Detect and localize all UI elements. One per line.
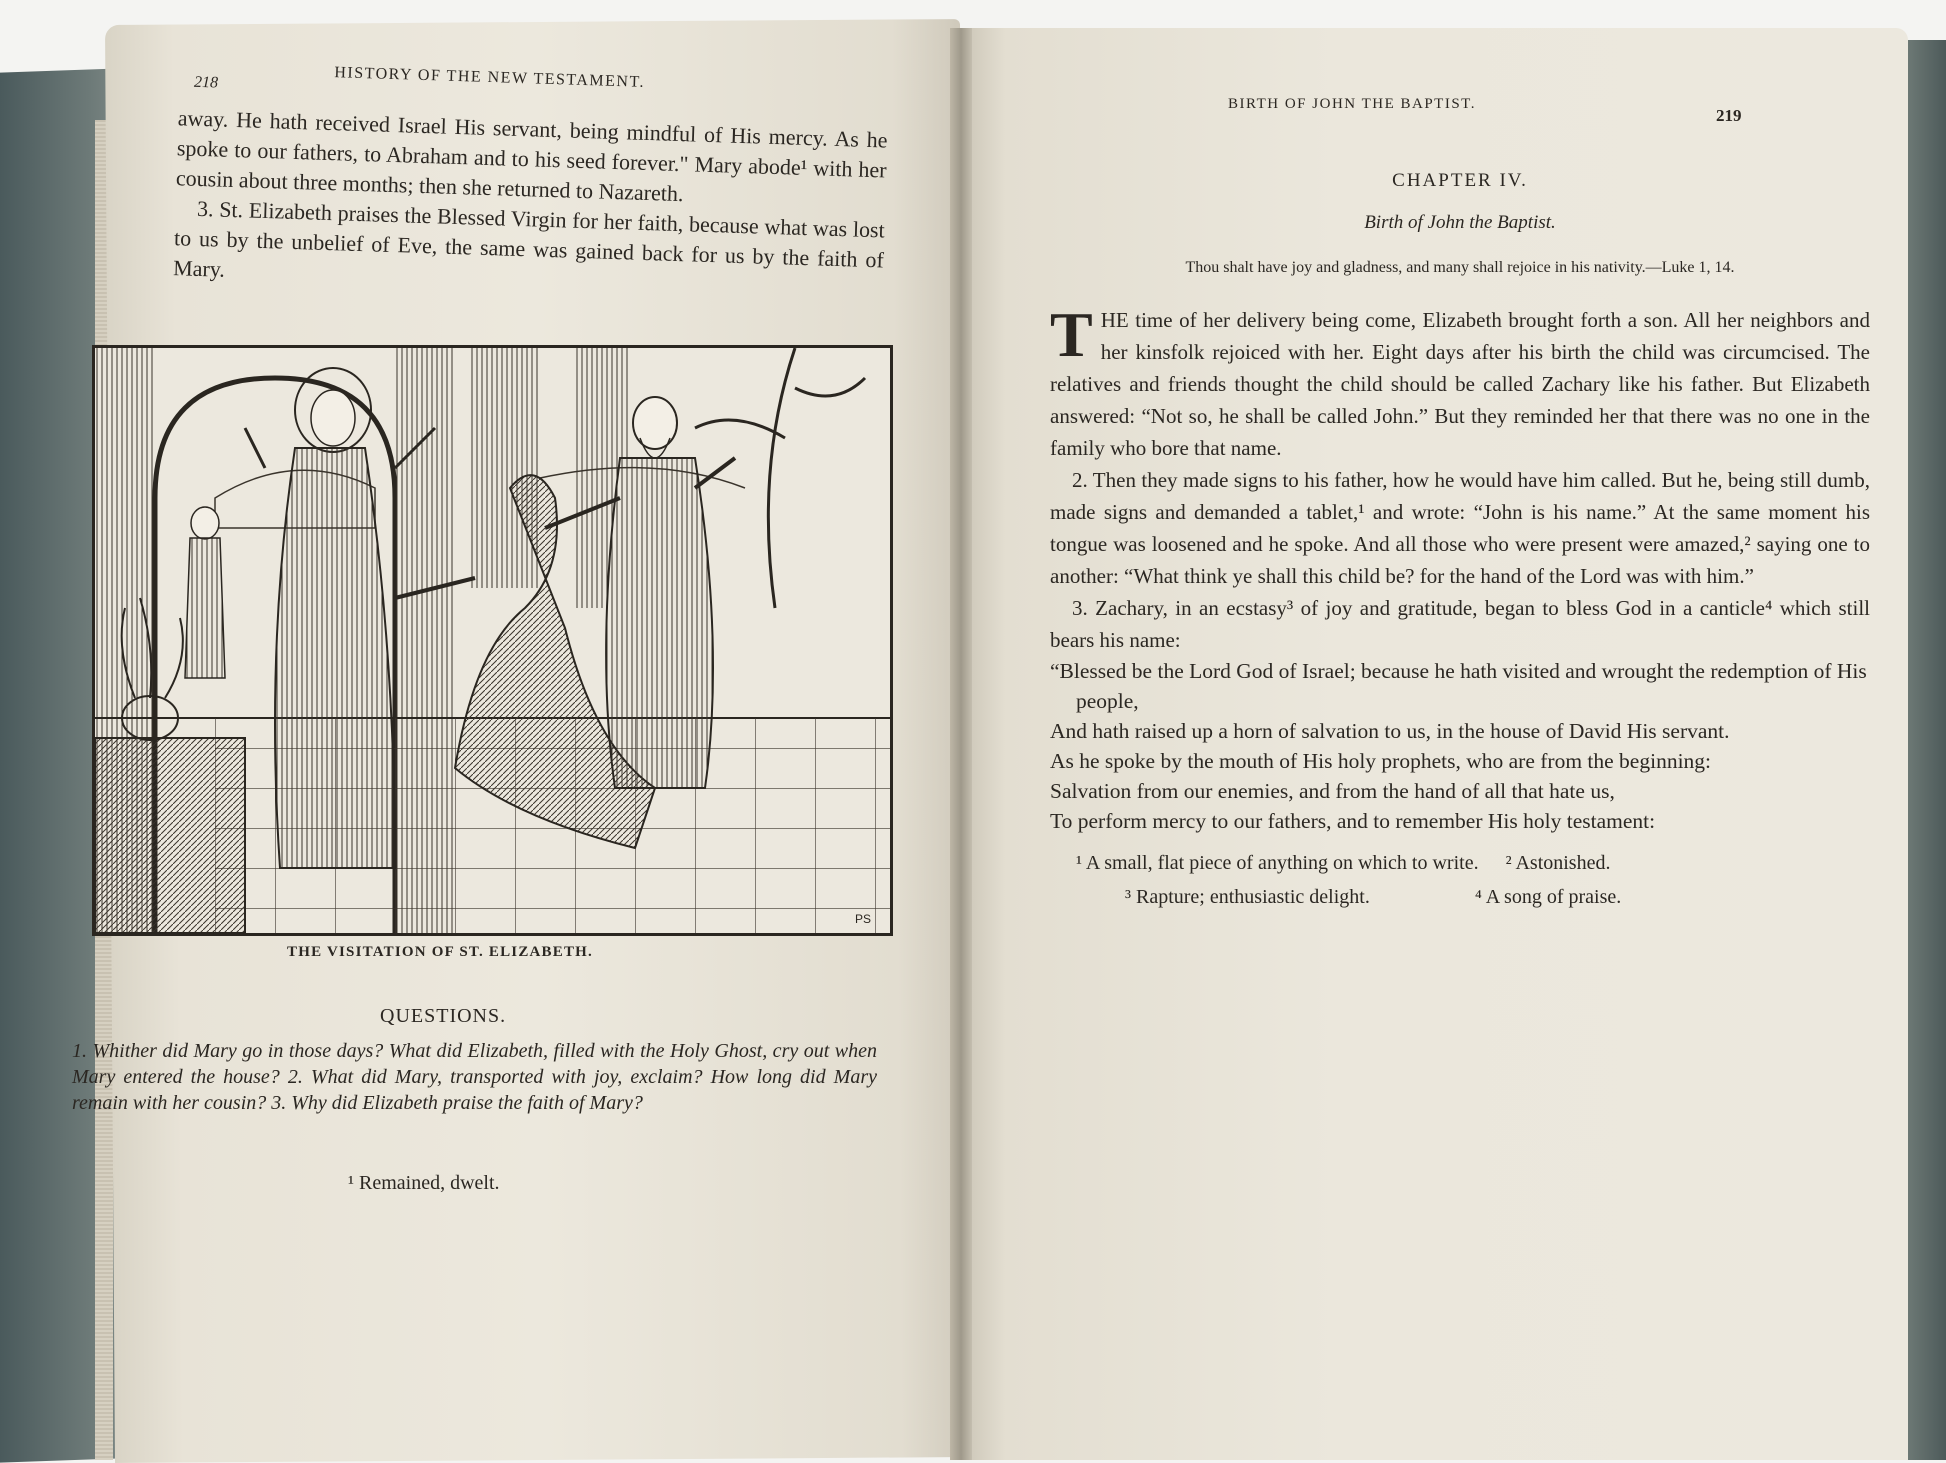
footnote-2: ² Astonished.	[1505, 852, 1611, 874]
book-cover-right	[1906, 40, 1946, 1460]
chapter-subtitle: Birth of John the Baptist.	[1364, 212, 1556, 233]
paragraph-3-left: 3. St. Elizabeth praises the Blessed Virgin for her faith, because what was lost to us by the unbelief of Eve, the same was gained back for us by the faith of Mary.	[172, 195, 886, 282]
page-number-right: 219	[1716, 106, 1742, 125]
illustration-monogram: PS	[855, 912, 872, 926]
illustration-drawing	[95, 348, 890, 933]
footnote-4: ⁴ A song of praise.	[1474, 886, 1622, 908]
footnotes-right	[1050, 846, 1870, 914]
epigraph: Thou shalt have joy and gladness, and many shall rejoice in his nativity.—Luke 1, 14.	[1185, 259, 1735, 276]
canticle-verse: And hath raised up a horn of salvation to us, in the house of David His servant.	[1050, 719, 1730, 743]
chapter-heading: CHAPTER IV.	[1392, 170, 1528, 191]
right-page-content	[1050, 95, 1870, 914]
canticle-verse: “Blessed be the Lord God of Israel; because he hath visited and wrought the redemption of His people,	[1050, 659, 1867, 713]
paragraph-1	[1050, 299, 1870, 464]
running-head-left: HISTORY OF THE NEW TESTAMENT.	[334, 64, 646, 91]
canticle-verse: Salvation from our enemies, and from the hand of all that hate us,	[1050, 779, 1615, 803]
footnote-left: ¹ Remained, dwelt.	[348, 1172, 500, 1194]
illustration-caption: THE VISITATION OF ST. ELIZABETH.	[287, 944, 593, 960]
canticle-verse: As he spoke by the mouth of His holy prophets, who are from the beginning:	[1050, 749, 1712, 773]
drop-cap: T	[1050, 299, 1093, 370]
canticle-verse: To perform mercy to our fathers, and to remember His holy testament:	[1050, 809, 1656, 833]
questions-text: 1. Whither did Mary go in those days? What did Elizabeth, filled with the Holy Ghost, cry out when Mary entered the house? 2. What did Mary, transported with joy, exclaim? How long did Mary remain with her cousin? 3. Why did Elizabeth praise the faith of Mary?	[72, 1040, 877, 1114]
paragraph-1-text: HE time of her delivery being come, Elizabeth brought forth a son. All her neighbors and her kinsfolk rejoiced with her. Eight days after his birth the child was circumcised. The relatives and friends thought the child should be called Zachary like his father. But Elizabeth answered: “Not so, he shall be called John.” But they reminded her that there was no one in the family who bore that name.	[1050, 308, 1870, 460]
questions-heading: QUESTIONS.	[380, 1005, 507, 1027]
book-gutter	[950, 28, 972, 1460]
paragraph-2: 2. Then they made signs to his father, how he would have him called. But he, being still dumb, made signs and demanded a tablet,¹ and wrote: “John is his name.” At the same moment his tongue was loosened and he spoke. And all those who were present were amazed,² saying one to another: “What think ye shall this child be? for the hand of the Lord was with him.”	[1050, 468, 1870, 588]
visitation-illustration	[92, 345, 893, 936]
footnote-3: ³ Rapture; enthusiastic delight.	[1125, 886, 1370, 908]
page-number-left: 218	[193, 73, 219, 92]
running-head-right: BIRTH OF JOHN THE BAPTIST.	[1228, 96, 1476, 112]
paragraph-3-right: 3. Zachary, in an ecstasy³ of joy and gratitude, began to bless God in a canticle⁴ which still bears his name:	[1050, 596, 1870, 652]
paragraph-continued: away. He hath received Israel His servant, being mindful of His mercy. As he spoke to our fathers, to Abraham and to his seed forever." Mary abode¹ with her cousin about three months; then she returned to Nazareth.	[175, 105, 888, 207]
footnote-1: ¹ A small, flat piece of anything on which to write.	[1076, 852, 1479, 874]
